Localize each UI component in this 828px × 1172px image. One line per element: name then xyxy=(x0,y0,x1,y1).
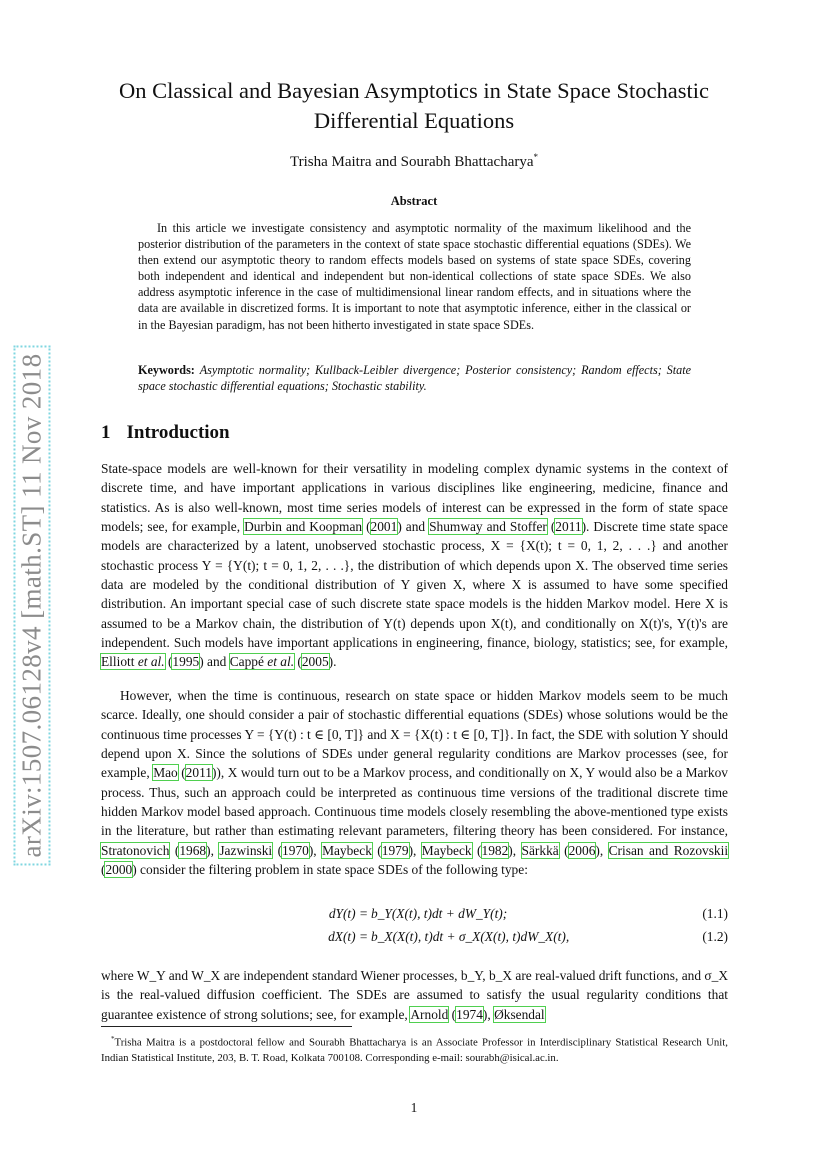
citation-year-link[interactable]: 2006 xyxy=(568,842,596,858)
citation-link[interactable] xyxy=(230,654,294,669)
citation-year-link[interactable]: 1968 xyxy=(179,842,207,858)
paragraph-text: ), xyxy=(482,1006,495,1022)
paragraph-text: ( xyxy=(294,654,302,670)
paragraph-text: ), xyxy=(508,842,522,858)
citation-link[interactable]: Särkkä xyxy=(521,842,559,858)
paragraph-text: ), xyxy=(595,842,609,858)
abstract-heading: Abstract xyxy=(390,194,438,208)
citation-author: Elliott xyxy=(101,654,138,670)
paragraph-text: )), X would turn out to be a Markov process, and conditionally on X, Y would also be a Markov process. Thus, such an approach could be interpreted as continuous time versions of the traditional discrete time hidden Markov model based approach. Continuous time models closely resembling the above-mentioned type exists in the literature, but rather than estimating relevant parameters, filtering theory has been considered. For instance, xyxy=(101,765,729,839)
citation-etal: et al. xyxy=(137,654,165,670)
intro-paragraph-1 xyxy=(101,459,728,672)
equation-number: (1.2) xyxy=(702,929,728,944)
page-number: 1 xyxy=(410,1100,418,1115)
arxiv-identifier-stamp[interactable] xyxy=(14,315,50,895)
author-footnote xyxy=(101,1032,728,1066)
citation-etal: et al. xyxy=(267,654,295,670)
citation-link[interactable]: Arnold xyxy=(410,1006,449,1022)
citation-author: Cappé xyxy=(229,654,268,670)
citation-link[interactable]: Øksendal xyxy=(494,1006,545,1022)
citation-year-link[interactable]: 2000 xyxy=(105,862,133,878)
citation-link[interactable]: Maybeck xyxy=(322,842,372,858)
citation-link[interactable]: Stratonovich xyxy=(101,842,170,858)
citation-link[interactable]: Jazwinski xyxy=(219,842,273,858)
paragraph-text: ) consider the filtering problem in state space SDEs of the following type: xyxy=(132,862,528,878)
citation-link[interactable] xyxy=(101,654,165,669)
citation-link[interactable]: Maybeck xyxy=(421,842,472,858)
paragraph-text: ), xyxy=(206,842,220,858)
citation-year-link[interactable]: 1970 xyxy=(282,842,309,858)
keywords-list: Asymptotic normality; Kullback-Leibler divergence; Posterior consistency; Random effects; State space stochastic differential equations; Stochastic stability. xyxy=(138,363,691,394)
paragraph-text: ) and xyxy=(199,654,230,670)
abstract-text: In this article we investigate consistency and asymptotic normality of the maximum likelihood and the posterior distribution of the parameters in the context of state space stochastic differential equations (SDEs). We then extend our asymptotic theory to random effects models based on systems of state space SDEs, covering both independent and identical and independent but non-identical collections of state space SDEs. We also address asymptotic inference in the case of multidimensional linear random effects, and in situations where the data are available in discretized forms. It is important to note that asymptotic inference, either in the classical or in the Bayesian paradigm, has not been hitherto investigated in state space SDEs. xyxy=(138,221,691,332)
section-title: Introduction xyxy=(126,422,230,443)
citation-year-link[interactable]: 2005 xyxy=(301,654,329,670)
paragraph-text: ). Discrete time state space models are characterized by a latent, unobserved stochastic process, X = {X(t); t = 0, 1, 2, . . .} and another stochastic process Y = {Y(t); t = 0, 1, 2, . . .}, the distribution of which depends upon X. The observed time series data are modeled by the conditional distribution of Y given X, where X is assumed to have some specified distribution. An important special case of such discrete state space models is the hidden Markov model. Here X is assumed to be a Markov chain, the distribution of Y(t) depends upon X(t), and conditionally on X(t)'s, Y(t)'s are independent. Such models have important applications in engineering, finance, biology, statistics; see, for example, xyxy=(101,519,728,651)
author-names: Trisha Maitra and Sourabh Bhattacharya xyxy=(289,154,534,170)
arxiv-identifier-text: arXiv:1507.06128v4 [math.ST] 11 Nov 2018 xyxy=(14,345,51,865)
section-heading xyxy=(101,422,230,444)
paragraph-text: State-space models are well-known for their versatility in modeling complex dynamic systems in the context of discrete time, and have important applications in various disciplines like engineering, medicine, finance and statistics. As is also well-known, most time series models of interest can be expressed in the form of state space models; see, for example, xyxy=(101,461,728,535)
paragraph-text: ( xyxy=(177,765,186,781)
footnote-mark: * xyxy=(111,1035,115,1043)
equation-lhs: dY(t) = xyxy=(328,906,368,921)
paragraph-text: However, when the time is continuous, research on state space or hidden Markov models seem to be much scarce. Ideally, one should consider a pair of stochastic differential equations (SDEs) whose solutions would be the continuous time processes Y = {Y(t) : t ∈ [0, T]} and X = {X(t) : t ∈ [0, T]}. In fact, the SDE with solution Y should depend upon X. Since the solutions of SDEs under general regularity conditions are Markov processes (see, for example, xyxy=(101,688,728,781)
citation-year-link[interactable]: 2011 xyxy=(555,519,582,535)
citation-year-link[interactable]: 2011 xyxy=(185,765,212,781)
paragraph-text: ( xyxy=(546,519,556,535)
equation-rhs: b_X(X(t), t)dt + σ_X(X(t), t)dW_X(t), xyxy=(371,929,570,944)
paper-title: On Classical and Bayesian Asymptotics in State Space Stochastic Differential Equations xyxy=(119,78,709,133)
citation-year-link[interactable]: 1995 xyxy=(172,654,200,670)
keywords-label: Keywords: xyxy=(138,363,195,377)
paragraph-text: ). xyxy=(328,654,337,670)
citation-year-link[interactable]: 1982 xyxy=(481,842,509,858)
citation-link[interactable]: Crisan and Rozovskii xyxy=(608,842,729,858)
citation-link[interactable]: Shumway and Stoffer xyxy=(429,519,547,535)
author-footnote-mark[interactable]: * xyxy=(533,152,539,162)
paragraph-text: where W_Y and W_X are independent standard Wiener processes, b_Y, b_X are real-valued drift functions, and σ_X is the real-valued diffusion coefficient. The SDEs are assumed to satisfy the usual regularity conditions that guarantee existence of strong solutions; see, for example, xyxy=(101,968,728,1022)
paragraph-text: ( xyxy=(558,842,569,858)
citation-link[interactable]: Durbin and Koopman xyxy=(244,519,363,535)
intro-paragraph-3 xyxy=(101,966,728,1024)
paragraph-text: ( xyxy=(371,842,382,858)
citation-year-link[interactable]: 1974 xyxy=(456,1006,483,1022)
citation-link[interactable]: Mao xyxy=(153,765,178,781)
equation-block xyxy=(101,906,728,952)
citation-year-link[interactable]: 2001 xyxy=(370,519,398,535)
equation-row xyxy=(101,929,728,952)
paragraph-text: ( xyxy=(471,842,482,858)
paragraph-text: ( xyxy=(101,862,106,878)
section-number: 1 xyxy=(101,422,111,443)
paragraph-text: ) and xyxy=(397,519,430,535)
paragraph-text: ), xyxy=(408,842,422,858)
paragraph-text: ( xyxy=(362,519,371,535)
paragraph-text: ( xyxy=(169,842,180,858)
footnote-text: Trisha Maitra is a postdoctoral fellow and Sourabh Bhattacharya is an Associate Professor in Interdisciplinary Statistical Research Unit, Indian Statistical Institute, 203, B. T. Road, Kolkata 700108. Corresponding e-mail: sourabh@isical.ac.in. xyxy=(101,1036,728,1064)
paragraph-text: ( xyxy=(448,1006,457,1022)
equation-rhs: b_Y(X(t), t)dt + dW_Y(t); xyxy=(371,906,508,921)
equation-lhs: dX(t) = xyxy=(328,929,368,944)
equation-row xyxy=(101,906,728,929)
paragraph-text: ), xyxy=(308,842,323,858)
footnote-divider xyxy=(101,1026,352,1027)
citation-year-link[interactable]: 1979 xyxy=(381,842,409,858)
keywords-block xyxy=(138,362,691,394)
author-line xyxy=(90,152,738,171)
equation-number: (1.1) xyxy=(702,906,728,921)
paragraph-text: ( xyxy=(272,842,283,858)
intro-paragraph-2 xyxy=(101,686,728,879)
paragraph-text: ( xyxy=(164,654,173,670)
